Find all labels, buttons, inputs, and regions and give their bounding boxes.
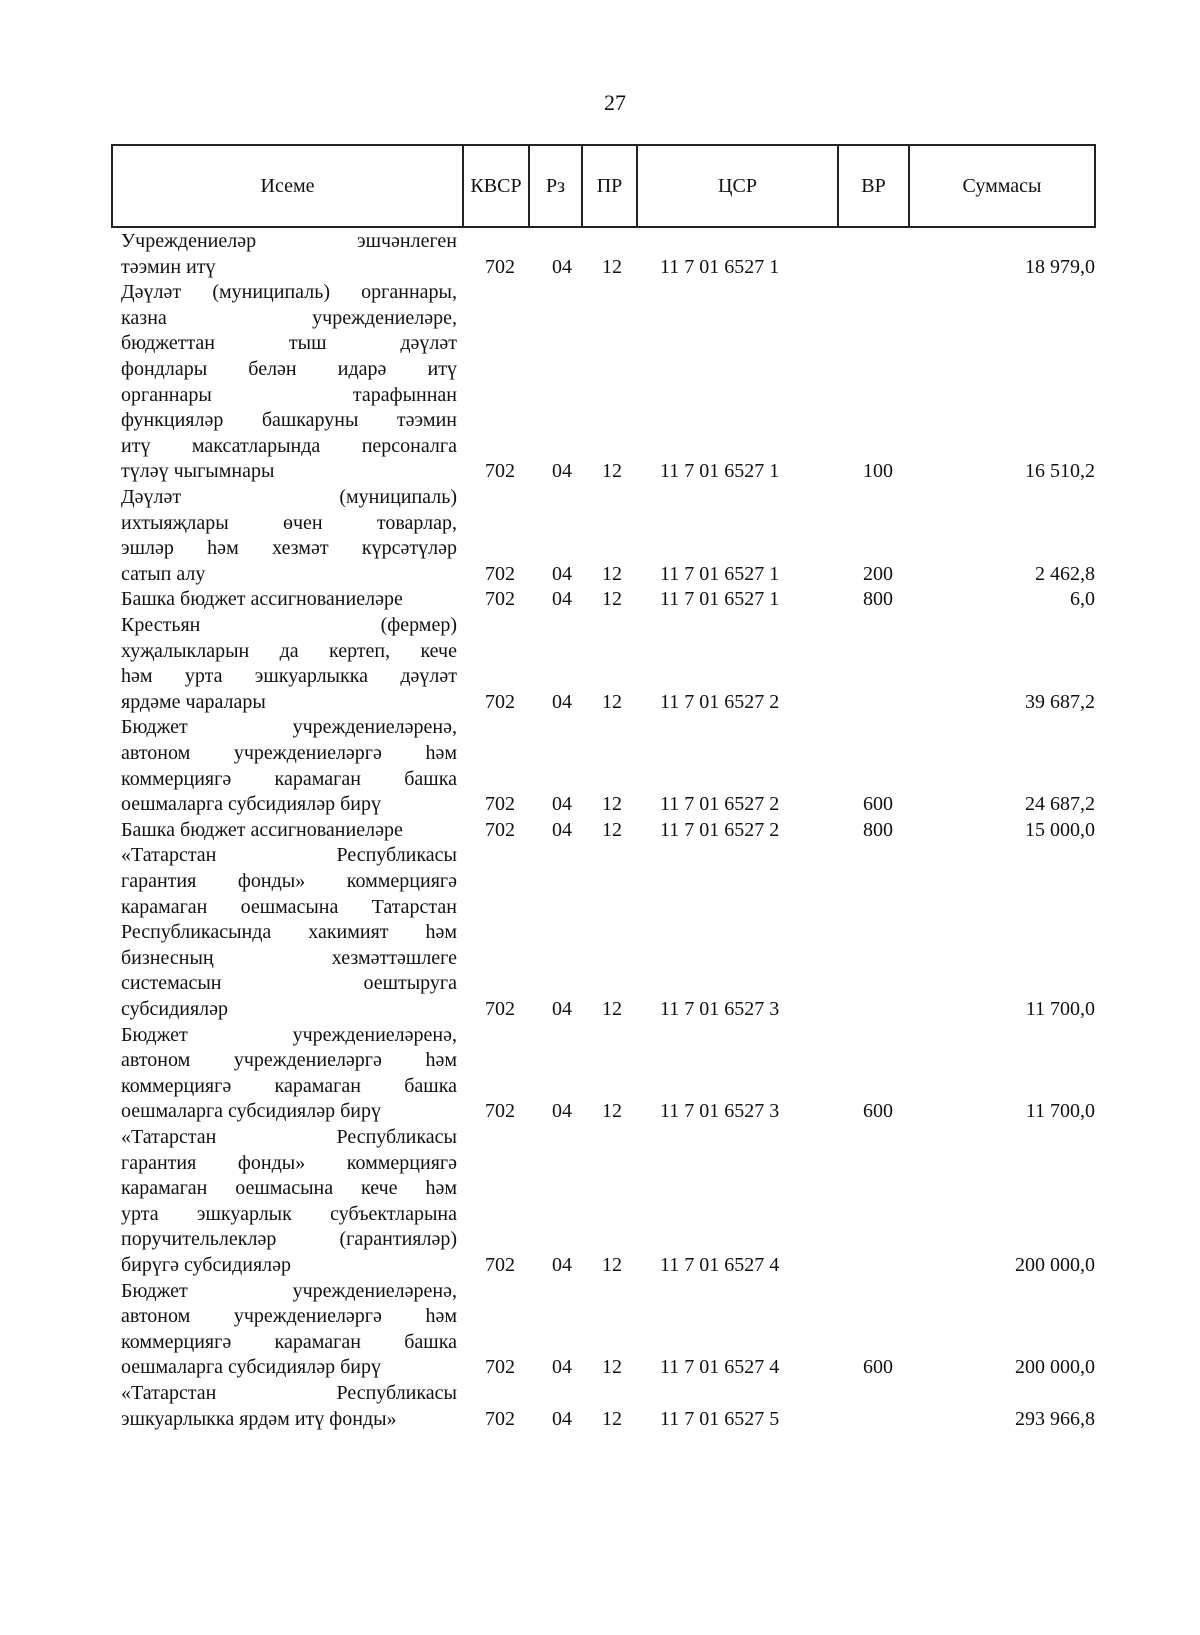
description-line: субсидияләр [121,997,229,1020]
description-line: «Татарстан Республикасы [121,1125,457,1148]
description-line: фондлары белән идарә итү [121,357,457,380]
row-description [121,818,457,844]
description-line: түләү чыгымнары [121,460,275,483]
csr-cell: 11 7 01 6527 1 [660,588,780,611]
rz-cell: 04 [552,588,572,611]
description-line: карамаган оешмасына кече һәм [121,1177,457,1200]
description-line: гарантия фонды» коммерциягә [121,869,457,892]
pr-cell: 12 [602,562,622,585]
sum-cell: 16 510,2 [1025,460,1095,483]
sum-cell: 39 687,2 [1025,690,1095,713]
description-line: Дәүләт (муниципаль) органнары, [121,281,457,304]
description-line: функцияләр башкаруны тәэмин [121,409,457,432]
column-header-rz: Рз [529,145,582,227]
vr-cell: 800 [863,588,893,611]
description-line: Республикасында хакимият һәм [121,921,457,944]
rz-cell: 04 [552,793,572,816]
description-line: автоном учреждениеләргә һәм [121,741,457,764]
table-row [0,715,1200,817]
row-description [121,587,457,613]
description-line: бирүгә субсидияләр [121,1253,291,1276]
table-row [0,485,1200,587]
rz-cell: 04 [552,1407,572,1430]
csr-cell: 11 7 01 6527 3 [660,1100,780,1123]
column-header-csr: ЦСР [637,145,838,227]
vr-cell: 600 [863,793,893,816]
description-line: коммерциягә карамаган башка [121,767,457,790]
csr-cell: 11 7 01 6527 1 [660,460,780,483]
table-row [0,843,1200,1022]
pr-cell: 12 [602,588,622,611]
description-line: итү максатларында персоналга [121,434,457,457]
description-line: Башка бюджет ассигнованиеләре [121,818,403,841]
table-body [0,229,1200,1432]
description-line: Бюджет учреждениеләренә, [121,1279,457,1302]
pr-cell: 12 [602,460,622,483]
sum-cell: 2 462,8 [1035,562,1095,585]
kvsr-cell: 702 [485,818,515,841]
rz-cell: 04 [552,997,572,1020]
csr-cell: 11 7 01 6527 3 [660,997,780,1020]
column-header-sum: Суммасы [909,145,1095,227]
sum-cell: 11 700,0 [1025,997,1095,1020]
table-row [0,587,1200,613]
description-line: органнары тарафыннан [121,383,457,406]
description-line: оешмаларга субсидияләр бирү [121,1356,381,1379]
pr-cell: 12 [602,690,622,713]
row-description [121,715,457,817]
description-line: тәэмин итү [121,255,216,278]
description-line: Дәүләт (муниципаль) [121,485,457,508]
description-line: коммерциягә карамаган башка [121,1330,457,1353]
rz-cell: 04 [552,460,572,483]
sum-cell: 24 687,2 [1025,793,1095,816]
row-description [121,1279,457,1381]
row-description [121,1381,457,1432]
description-line: эшкуарлыкка ярдәм итү фонды» [121,1407,397,1430]
description-line: «Татарстан Республикасы [121,844,457,867]
pr-cell: 12 [602,793,622,816]
column-header-pr: ПР [582,145,637,227]
kvsr-cell: 702 [485,1253,515,1276]
description-line: автоном учреждениеләргә һәм [121,1049,457,1072]
rz-cell: 04 [552,1253,572,1276]
rz-cell: 04 [552,1356,572,1379]
pr-cell: 12 [602,997,622,1020]
column-header-vr: ВР [838,145,909,227]
vr-cell: 600 [863,1356,893,1379]
column-header-name: Исеме [112,145,463,227]
sum-cell: 15 000,0 [1025,818,1095,841]
description-line: карамаган оешмасына Татарстан [121,895,457,918]
kvsr-cell: 702 [485,690,515,713]
sum-cell: 293 966,8 [1015,1407,1095,1430]
description-line: Учреждениеләр эшчәнлеген [121,230,457,252]
kvsr-cell: 702 [485,1407,515,1430]
description-line: казна учреждениеләре, [121,306,457,329]
table-row [0,1279,1200,1381]
description-line: бизнесның хезмәттәшлеге [121,946,457,969]
kvsr-cell: 702 [485,562,515,585]
csr-cell: 11 7 01 6527 1 [660,562,780,585]
kvsr-cell: 702 [485,997,515,1020]
row-description [121,485,457,587]
description-line: урта эшкуарлык субъектларына [121,1202,457,1225]
csr-cell: 11 7 01 6527 2 [660,690,780,713]
table-header [111,144,1096,228]
table-row [0,613,1200,715]
csr-cell: 11 7 01 6527 2 [660,793,780,816]
table-row [0,1381,1200,1432]
kvsr-cell: 702 [485,1100,515,1123]
pr-cell: 12 [602,1100,622,1123]
description-line: һәм урта эшкуарлыкка дәүләт [121,665,457,688]
csr-cell: 11 7 01 6527 1 [660,255,780,278]
sum-cell: 6,0 [1070,588,1095,611]
pr-cell: 12 [602,1407,622,1430]
description-line: эшләр һәм хезмәт күрсәтүләр [121,537,457,560]
description-line: поручительлекләр (гарантияләр) [121,1228,457,1251]
description-line: гарантия фонды» коммерциягә [121,1151,457,1174]
vr-cell: 600 [863,1100,893,1123]
rz-cell: 04 [552,562,572,585]
pr-cell: 12 [602,255,622,278]
rz-cell: 04 [552,690,572,713]
row-description [121,613,457,715]
description-line: Бюджет учреждениеләренә, [121,716,457,739]
table-row [0,280,1200,485]
description-line: Бюджет учреждениеләренә, [121,1023,457,1046]
table-row [0,818,1200,844]
row-description [121,1125,457,1279]
description-line: оешмаларга субсидияләр бирү [121,1100,381,1123]
kvsr-cell: 702 [485,255,515,278]
description-line: ярдәме чаралары [121,690,266,713]
csr-cell: 11 7 01 6527 4 [660,1356,780,1379]
description-line: ихтыяҗлары өчен товарлар, [121,511,457,534]
column-header-kvsr: КВСР [463,145,529,227]
kvsr-cell: 702 [485,460,515,483]
kvsr-cell: 702 [485,793,515,816]
row-description [121,229,457,280]
vr-cell: 100 [863,460,893,483]
sum-cell: 200 000,0 [1015,1253,1095,1276]
kvsr-cell: 702 [485,1356,515,1379]
row-description [121,280,457,485]
description-line: автоном учреждениеләргә һәм [121,1305,457,1328]
kvsr-cell: 702 [485,588,515,611]
description-line: коммерциягә карамаган башка [121,1074,457,1097]
pr-cell: 12 [602,1356,622,1379]
description-line: бюджеттан тыш дәүләт [121,332,457,355]
sum-cell: 200 000,0 [1015,1356,1095,1379]
csr-cell: 11 7 01 6527 5 [660,1407,780,1430]
rz-cell: 04 [552,818,572,841]
pr-cell: 12 [602,818,622,841]
vr-cell: 800 [863,818,893,841]
description-line: оешмаларга субсидияләр бирү [121,793,381,816]
description-line: Башка бюджет ассигнованиеләре [121,588,403,611]
description-line: хуҗалыкларын да кертеп, кече [121,639,457,662]
page-number: 27 [604,90,626,115]
csr-cell: 11 7 01 6527 2 [660,818,780,841]
table-row [0,1125,1200,1279]
description-line: сатып алу [121,562,206,585]
row-description [121,1023,457,1125]
rz-cell: 04 [552,255,572,278]
description-line: Крестьян (фермер) [121,613,457,636]
description-line: системасын оештыруга [121,972,457,995]
table-row [0,1023,1200,1125]
sum-cell: 11 700,0 [1025,1100,1095,1123]
csr-cell: 11 7 01 6527 4 [660,1253,780,1276]
description-line: «Татарстан Республикасы [121,1381,457,1404]
pr-cell: 12 [602,1253,622,1276]
vr-cell: 200 [863,562,893,585]
rz-cell: 04 [552,1100,572,1123]
sum-cell: 18 979,0 [1025,255,1095,278]
row-description [121,843,457,1022]
table-row [0,229,1200,280]
